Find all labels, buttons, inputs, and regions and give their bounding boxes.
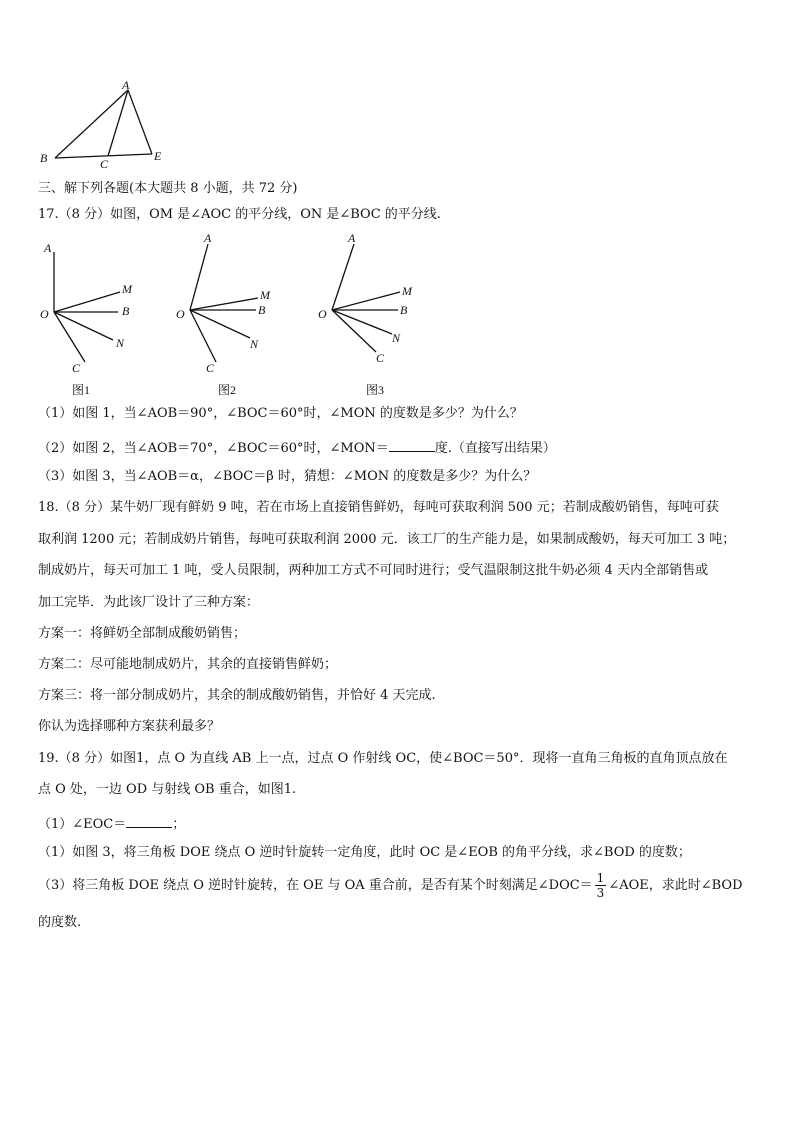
ray-oa — [190, 244, 208, 310]
caption-fig2: 图2 — [218, 383, 237, 397]
ray-oa — [332, 244, 354, 310]
q19-part3-end: 的度数. — [38, 915, 82, 930]
fraction-one-third — [595, 871, 607, 900]
label-c: C — [72, 361, 81, 375]
ray-oc — [190, 310, 216, 362]
ray-om — [54, 292, 120, 312]
label-m: M — [122, 282, 132, 296]
point-label-b: B — [40, 151, 48, 165]
label-n: N — [392, 331, 401, 345]
label-b: B — [258, 303, 266, 317]
fraction-numerator: 1 — [596, 871, 605, 885]
q18-line-1: 18.（8 分）某牛奶厂现有鲜奶 9 吨，若在市场上直接销售鲜奶，每吨可获取利润 500 元；若制成酸奶销售，每吨可获 — [38, 500, 719, 515]
label-c: C — [206, 361, 215, 375]
q18-line-4: 加工完毕．为此该厂设计了三种方案： — [38, 595, 260, 610]
q17-part2-text: （2）如图 2，当∠AOB＝70°，∠BOC＝60°时，∠MON＝ — [38, 441, 389, 456]
q17-stem: 17.（8 分）如图，OM 是∠AOC 的平分线，ON 是∠BOC 的平分线. — [38, 207, 441, 222]
ray-om — [332, 292, 400, 310]
q19-part3-tail: ∠AOE，求此时∠BOD — [608, 878, 743, 893]
q17-part2-tail: 度.（直接写出结果） — [434, 441, 556, 456]
label-a: A — [204, 231, 212, 245]
answer-blank[interactable] — [389, 437, 435, 452]
ray-on — [332, 310, 392, 334]
segment-ae — [128, 90, 152, 154]
q18-line-3: 制成奶片，每天可加工 1 吨，受人员限制，两种加工方式不可同时进行；受气温限制这批牛奶必须 4 天内全部销售或 — [38, 563, 709, 578]
answer-blank[interactable] — [126, 813, 172, 828]
point-label-a: A — [122, 78, 130, 92]
q17-figure-2 — [172, 228, 282, 402]
ray-on — [190, 310, 250, 338]
q18-line-2: 取利润 1200 元；若制成奶片销售，每吨可获取利润 2000 元．该工厂的生产能力是，如果制成酸奶，每天可加工 3 吨； — [38, 532, 736, 547]
label-a: A — [348, 231, 356, 245]
q17-figure-1 — [38, 232, 148, 402]
label-n: N — [116, 336, 125, 350]
triangle-figure — [36, 78, 176, 168]
label-b: B — [122, 304, 130, 318]
label-o: O — [40, 307, 49, 321]
q19-part1-text: （1）∠EOC＝ — [38, 817, 127, 832]
label-a: A — [44, 241, 52, 255]
q19-part1-tail: ； — [172, 817, 186, 832]
q17-part1: （1）如图 1，当∠AOB＝90°，∠BOC＝60°时，∠MON 的度数是多少？为什么？ — [38, 406, 523, 421]
q18-plan-3: 方案三：将一部分制成奶片，其余的制成酸奶销售，并恰好 4 天完成. — [38, 688, 436, 703]
label-o: O — [176, 307, 185, 321]
q18-plan-2: 方案二：尽可能地制成奶片，其余的直接销售鲜奶； — [38, 657, 338, 672]
label-n: N — [250, 337, 259, 351]
point-label-c: C — [100, 157, 109, 168]
label-c: C — [376, 351, 385, 365]
label-b: B — [400, 303, 408, 317]
point-label-e: E — [154, 149, 162, 163]
q19-part3 — [38, 870, 743, 902]
q17-part3: （3）如图 3，当∠AOB＝α，∠BOC＝β 时，猜想：∠MON 的度数是多少？为什么？ — [38, 469, 537, 484]
q19-line-2: 点 O 处，一边 OD 与射线 OB 重合，如图1. — [38, 782, 297, 797]
caption-fig1: 图1 — [72, 383, 91, 397]
ray-oc — [332, 310, 376, 352]
q17-figure-3 — [314, 228, 424, 402]
q17-part2 — [38, 437, 556, 458]
q19-part1 — [38, 813, 185, 834]
ray-om — [190, 298, 258, 310]
q18-plan-1: 方案一：将鲜奶全部制成酸奶销售； — [38, 626, 247, 641]
label-o: O — [318, 307, 327, 321]
label-m: M — [402, 284, 412, 298]
section-title: 三、解下列各题(本大题共 8 小题，共 72 分) — [38, 181, 298, 196]
caption-fig3: 图3 — [366, 383, 385, 397]
label-m: M — [260, 288, 270, 302]
q19-part3-text: （3）将三角板 DOE 绕点 O 逆时针旋转，在 OE 与 OA 重合前，是否有某个时刻满足∠DOC＝ — [38, 878, 593, 893]
q19-line-1: 19.（8 分）如图1，点 O 为直线 AB 上一点，过点 O 作射线 OC，使∠BOC＝50°．现将一直角三角板的直角顶点放在 — [38, 751, 728, 766]
q19-part2: （1）如图 3，将三角板 DOE 绕点 O 逆时针旋转一定角度，此时 OC 是∠EOB 的角平分线，求∠BOD 的度数； — [38, 845, 691, 860]
fraction-denominator: 3 — [596, 886, 605, 900]
q18-question: 你认为选择哪种方案获利最多？ — [38, 719, 221, 734]
